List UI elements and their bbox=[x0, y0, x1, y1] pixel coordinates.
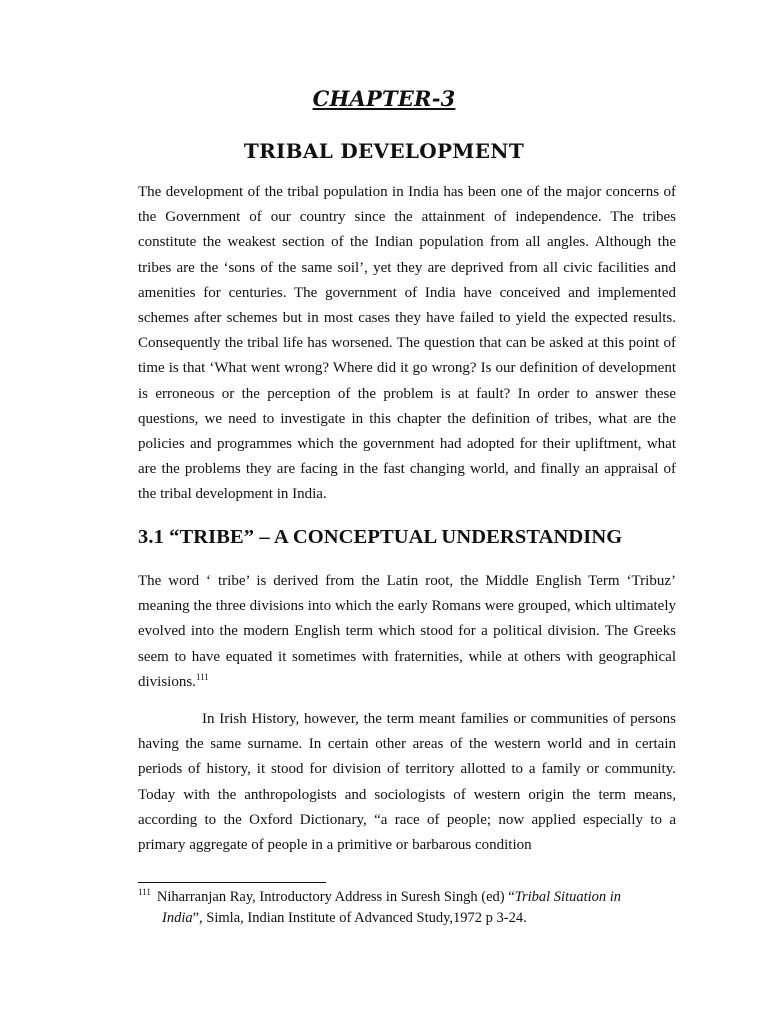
footnote-reference[interactable]: 111 bbox=[195, 671, 209, 682]
chapter-label: CHAPTER-3 bbox=[312, 86, 456, 111]
footnote bbox=[138, 887, 676, 929]
footnote-text-after-title: ”, Simla, Indian Institute of Advanced Study,1972 p 3-24. bbox=[192, 910, 527, 926]
footnote-title-part-1: Tribal Situation in bbox=[514, 889, 622, 905]
section-paragraph-1 bbox=[138, 569, 676, 695]
chapter-title: TRIBAL DEVELOPMENT bbox=[243, 139, 525, 163]
footnote-line-2 bbox=[138, 908, 676, 929]
footnote-line-1 bbox=[138, 887, 676, 908]
footnote-text-before-title: Niharranjan Ray, Introductory Address in Suresh Singh (ed) “ bbox=[156, 889, 515, 905]
footnote-divider bbox=[138, 882, 326, 883]
footnote-number: 111 bbox=[138, 887, 151, 898]
section-paragraph-1-text: The word ‘ tribe’ is derived from the Latin root, the Middle English Term ‘Tribuz’ meaning the three divisions into which the early Romans were grouped, which ultimately evolved into the modern English term which stood for a political division. The Greeks seem to have equated it sometimes with fraternities, while at others with geographical divisions. bbox=[138, 573, 676, 690]
intro-paragraph: The development of the tribal population in India has been one of the major concerns of the Government of our country since the attainment of independence. The tribes constitute the weakest section of the Indian population from all angles. Although the tribes are the ‘sons of the same soil’, yet they are deprived from all civic facilities and amenities for centuries. The government of India have conceived and implemented schemes after schemes but in most cases they have failed to yield the expected results. Consequently the tribal life has worsened. The question that can be asked at this point of time is that ‘What went wrong? Where did it go wrong? Is our definition of development is erroneous or the perception of the problem is at fault? In order to answer these questions, we need to investigate in this chapter the definition of tribes, what are the policies and programmes which the government had adopted for their upliftment, what are the problems they are facing in the fast changing world, and finally an appraisal of the tribal development in India. bbox=[138, 184, 676, 503]
footnote-title-part-2: India bbox=[162, 910, 193, 926]
section-paragraph-2: In Irish History, however, the term meant families or communities of persons having the same surname. In certain other areas of the western world and in certain periods of history, it stood for division of territory allotted to a family or community. Today with the anthropologists and sociologists of western origin the term means, according to the Oxford Dictionary, “a race of people; now applied especially to a primary aggregate of people in a primitive or barbarous condition bbox=[138, 711, 676, 854]
section-heading: 3.1 “TRIBE” – A CONCEPTUAL UNDERSTANDING bbox=[138, 526, 623, 548]
